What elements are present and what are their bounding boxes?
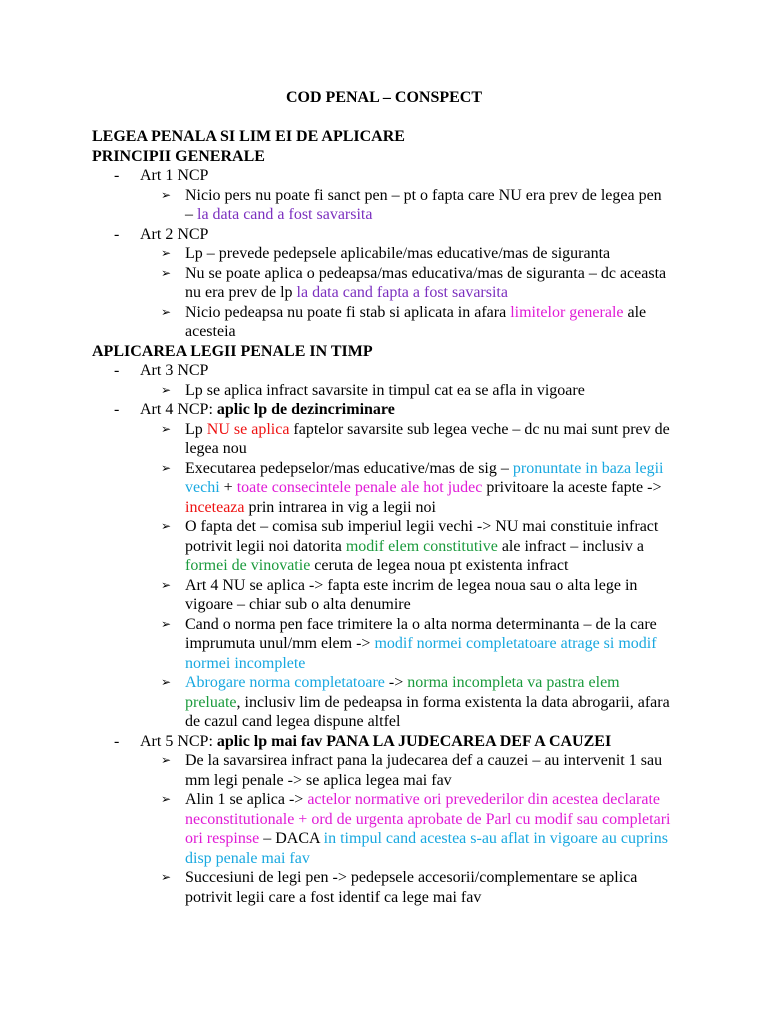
bullet-item: [92, 244, 672, 264]
bullet-text: ale infract – inclusiv a: [497, 537, 644, 555]
highlight-red: inceteaza: [185, 498, 245, 516]
highlight-red: NU se aplica: [206, 420, 290, 438]
arrow-bullet-icon: ➢: [161, 753, 172, 767]
bullet-item: [92, 420, 672, 459]
article-label: Art 5 NCP:: [140, 732, 217, 750]
highlight-purple: la data cand a fost savarsita: [197, 206, 373, 223]
section-heading: APLICAREA LEGII PENALE IN TIMP: [92, 342, 373, 360]
bullet-text: faptelor savarsite sub legea veche – dc nu mai sunt prev de legea nou: [185, 420, 670, 457]
section-heading: LEGEA PENALA SI LIM EI DE APLICARE: [92, 128, 405, 145]
highlight-magenta: actelor normative ori prevederilor din acestea declarate neconstitutionale + ord de urgenta aprobate de Parl cu modif sau completari ori respinse: [185, 791, 671, 847]
arrow-bullet-icon: ➢: [161, 187, 172, 202]
bullet-item: [92, 381, 672, 401]
bullet-text: prin intrarea in vig a legii noi: [244, 498, 436, 516]
article-item: [92, 225, 672, 245]
bullet-item: [92, 517, 672, 576]
bullet-item: [92, 264, 672, 303]
bullet-text: De la savarsirea infract pana la judecarea def a cauzei – au intervenit 1 sau mm legi penale -> se aplica legea mai fav: [185, 752, 663, 789]
arrow-bullet-icon: ➢: [161, 519, 172, 533]
bullet-text: Lp: [185, 420, 207, 438]
bullet-item: [92, 459, 672, 518]
arrow-bullet-icon: ➢: [161, 675, 172, 689]
bullet-text: Succesiuni de legi pen -> pedepsele accesorii/complementare se aplica potrivit legii care a fost identif ca lege mai fav: [185, 869, 638, 906]
bullet-text: ->: [384, 674, 408, 691]
bullet-text: Cand o norma pen face trimitere la o alta norma determinanta – de la care imprumuta unul/mm elem ->: [185, 615, 657, 652]
article-item: [92, 361, 672, 381]
bullet-item: [92, 673, 672, 732]
highlight-blue: modif normei completatoare atrage si modif normei incomplete: [185, 635, 657, 672]
article-label: Art 4 NCP:: [140, 401, 217, 418]
article-label: Art 2 NCP: [140, 225, 209, 243]
bullet-item: [92, 576, 672, 615]
dash-icon: -: [114, 225, 120, 243]
article-label: Art 3 NCP: [140, 362, 209, 379]
arrow-bullet-icon: ➢: [161, 870, 172, 884]
highlight-magenta: limitelor generale: [510, 303, 624, 321]
bullet-text: Lp – prevede pedepsele aplicabile/mas educative/mas de siguranta: [185, 245, 611, 262]
article-item: [92, 732, 672, 752]
bullet-text: O fapta det – comisa sub imperiul legii vechi -> NU mai constituie infract potrivit legii noi datorita: [185, 518, 659, 555]
arrow-bullet-icon: ➢: [161, 460, 172, 475]
article-title-bold: aplic lp de dezincriminare: [216, 401, 395, 418]
bullet-item: [92, 615, 672, 674]
dash-icon: -: [114, 732, 120, 750]
section-heading: PRINCIPII GENERALE: [92, 147, 265, 165]
arrow-bullet-icon: ➢: [161, 382, 172, 397]
dash-icon: -: [114, 167, 120, 184]
article-item: [92, 166, 672, 186]
highlight-blue: Abrogare norma completatoare: [185, 674, 385, 691]
arrow-bullet-icon: ➢: [161, 265, 172, 280]
highlight-green: modif elem constitutive: [345, 537, 498, 555]
article-label: Art 1 NCP: [140, 167, 209, 184]
article-title-bold: aplic lp mai fav PANA LA JUDECAREA DEF A CAUZEI: [216, 732, 612, 750]
highlight-magenta: toate consecintele penale ale hot judec: [236, 479, 483, 496]
document-body: [92, 127, 672, 907]
article-item: [92, 400, 672, 420]
bullet-text: Nicio pedeapsa nu poate fi stab si aplicata in afara: [185, 303, 511, 321]
highlight-green: formei de vinovatie: [185, 557, 311, 574]
bullet-text: – DACA: [259, 830, 324, 847]
bullet-text: Nu se poate aplica o pedeapsa/mas educativa/mas de siguranta – dc aceasta nu era prev de lp: [185, 264, 667, 301]
bullet-text: Executarea pedepselor/mas educative/mas de sig –: [185, 459, 513, 477]
page-title: COD PENAL – CONSPECT: [285, 89, 483, 106]
bullet-text: Lp se aplica infract savarsite in timpul cat ea se afla in vigoare: [185, 381, 585, 399]
arrow-bullet-icon: ➢: [161, 304, 172, 319]
bullet-text: Art 4 NU se aplica -> fapta este incrim de legea noua sau o alta lege in vigoare – chiar sub o alta denumire: [185, 576, 638, 613]
dash-icon: -: [114, 362, 120, 379]
bullet-item: [92, 868, 672, 907]
bullet-text: privitoare la aceste fapte ->: [482, 479, 662, 496]
arrow-bullet-icon: ➢: [161, 792, 172, 806]
bullet-item: [92, 790, 672, 868]
bullet-item: [92, 751, 672, 790]
bullet-text: ceruta de legea noua pt existenta infract: [310, 557, 569, 574]
bullet-text: ale acesteia: [185, 303, 647, 340]
arrow-bullet-icon: ➢: [161, 616, 172, 631]
highlight-green: norma incompleta va pastra elem preluate: [185, 674, 620, 711]
bullet-item: [92, 303, 672, 342]
highlight-blue: in timpul cand acestea s-au aflat in vigoare au cuprins disp penale mai fav: [185, 830, 668, 867]
highlight-purple: la data cand fapta a fost savarsita: [296, 284, 508, 301]
arrow-bullet-icon: ➢: [161, 421, 172, 436]
arrow-bullet-icon: ➢: [161, 577, 172, 592]
bullet-text: +: [219, 479, 237, 496]
dash-icon: -: [114, 401, 120, 418]
bullet-text: Nicio pers nu poate fi sanct pen – pt o fapta care NU era prev de legea pen –: [185, 186, 662, 223]
bullet-item: [92, 186, 672, 225]
bullet-text: Alin 1 se aplica ->: [185, 791, 308, 808]
bullet-text: , inclusiv lim de pedeapsa in forma existenta la data abrogarii, afara de cazul cand legea dispune altfel: [185, 693, 670, 730]
highlight-blue: pronuntate in baza legii vechi: [185, 459, 664, 496]
arrow-bullet-icon: ➢: [161, 246, 172, 260]
